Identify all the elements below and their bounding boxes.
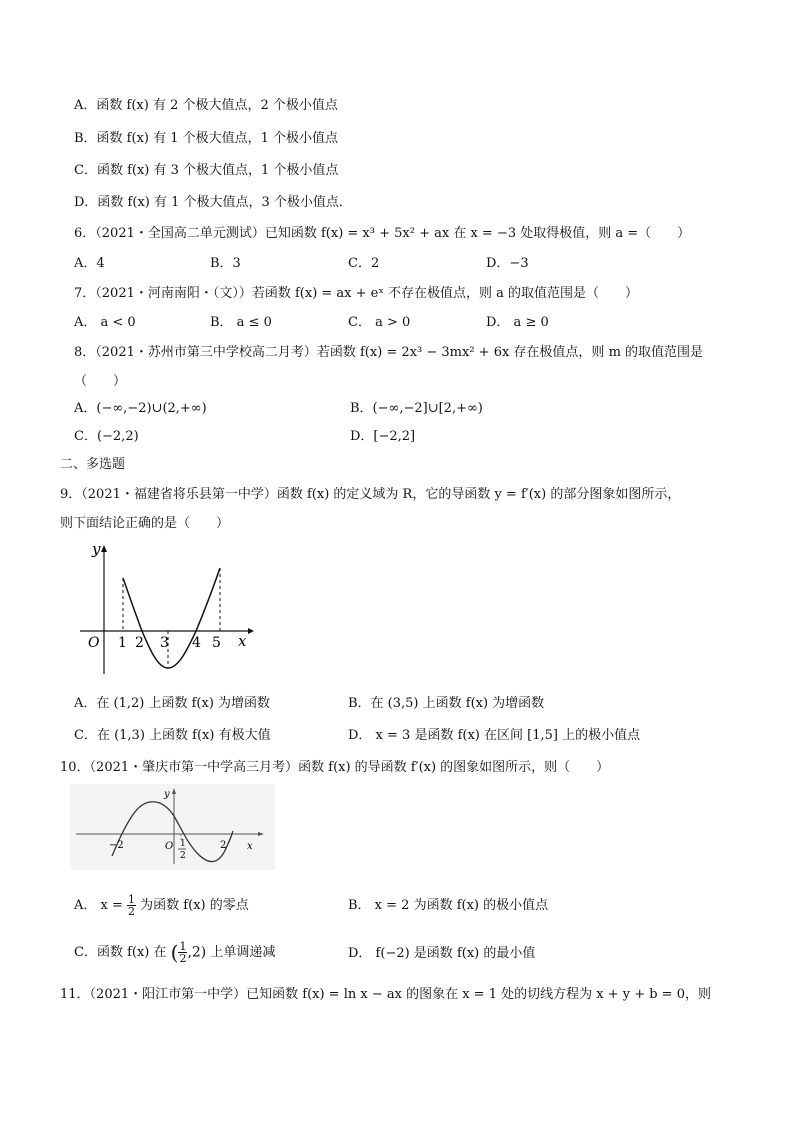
q10c-close: ,2): [187, 944, 207, 961]
q10c-open: (: [170, 940, 179, 965]
x-axis-label: x: [238, 632, 247, 650]
q10c-suffix: 上单调递减: [210, 945, 276, 960]
section-heading: 二、多选题: [60, 457, 126, 472]
q6-option-d: D．−3: [486, 256, 529, 271]
tick-2: 2: [135, 635, 144, 651]
q10-derivative-graph: [70, 784, 275, 870]
tick-3: 3: [160, 635, 169, 651]
q10-option-c: [74, 941, 275, 964]
x-axis-label: x: [247, 841, 253, 852]
q9-derivative-graph: [76, 540, 256, 680]
q11-stem: 11．（2021・阳江市第一中学）已知函数 f(x) = ln x − ax 的图象在 x = 1 处的切线方程为 x + y + b = 0，则: [60, 987, 711, 1002]
q9-option-d: D． x = 3 是函数 f(x) 在区间 [1,5] 上的极小值点: [348, 728, 641, 743]
origin-label: O: [165, 841, 174, 852]
q9-option-a: A．在 (1,2) 上函数 f(x) 为增函数: [74, 696, 271, 711]
q9-stem-1: 9．（2021・福建省将乐县第一中学）函数 f(x) 的定义域为 R，它的导函数 y = f′(x) 的部分图象如图所示，: [60, 487, 681, 502]
q10-stem: 10．（2021・肇庆市第一中学高三月考）函数 f(x) 的导函数 f′(x) 的图象如图所示，则（ ）: [60, 760, 610, 775]
q5-option-c: C．函数 f(x) 有 3 个极大值点，1 个极小值点: [74, 163, 339, 178]
half-den: 2: [180, 851, 186, 861]
q5-option-d: D．函数 f(x) 有 1 个极大值点，3 个极小值点．: [74, 195, 352, 210]
q7-option-a: A． a < 0: [74, 315, 136, 330]
q6-option-a: A．4: [74, 256, 105, 271]
q7-option-b: B． a ≤ 0: [210, 315, 272, 330]
q8-option-a: A．(−∞,−2)∪(2,+∞): [74, 401, 207, 416]
q6-option-b: B．3: [210, 256, 241, 271]
q8-option-d: D．[−2,2]: [350, 429, 416, 444]
q10-option-b: B． x = 2 为函数 f(x) 的极小值点: [348, 898, 549, 913]
origin-label: O: [88, 635, 100, 651]
half-num: 1: [180, 839, 186, 849]
q7-option-d: D． a ≥ 0: [486, 315, 549, 330]
q10c-prefix: C．函数 f(x) 在: [74, 945, 167, 960]
q10-option-a: [74, 894, 249, 917]
q10a-suffix: 为函数 f(x) 的零点: [140, 898, 249, 913]
q10a-den: 2: [128, 905, 136, 918]
q7-option-c: C． a > 0: [348, 315, 411, 330]
q9-stem-2: 则下面结论正确的是（ ）: [60, 516, 230, 531]
q10a-num: 1: [128, 893, 136, 906]
y-axis-label: y: [164, 789, 170, 800]
q6-stem: 6．（2021・全国高二单元测试）已知函数 f(x) = x³ + 5x² + ax 在 x = −3 处取得极值，则 a =（ ）: [74, 226, 691, 241]
q10a-prefix: A． x =: [74, 898, 123, 913]
q10c-num: 1: [179, 940, 187, 953]
q7-stem: 7．（2021・河南南阳・（文））若函数 f(x) = ax + eˣ 不存在极值点，则 a 的取值范围是（ ）: [74, 286, 639, 301]
q10a-fraction: [127, 894, 136, 917]
q8-stem: 8．（2021・苏州市第三中学校高二月考）若函数 f(x) = 2x³ − 3mx² + 6x 存在极值点，则 m 的取值范围是: [74, 345, 704, 360]
derivative-curve: [123, 568, 220, 668]
q10c-den: 2: [179, 952, 187, 965]
tick-5: 5: [212, 635, 221, 651]
q8-option-b: B．(−∞,−2]∪[2,+∞): [350, 401, 483, 416]
q8-option-c: C．(−2,2): [74, 429, 139, 444]
q5-option-b: B．函数 f(x) 有 1 个极大值点，1 个极小值点: [74, 131, 339, 146]
q10-option-d: D． f(−2) 是函数 f(x) 的最小值: [348, 946, 536, 961]
y-axis-label: y: [92, 540, 101, 558]
tick-4: 4: [192, 635, 201, 651]
q5-option-a: A．函数 f(x) 有 2 个极大值点，2 个极小值点: [74, 98, 338, 113]
q6-option-c: C．2: [348, 256, 380, 271]
tick-neg-2: −2: [109, 840, 124, 851]
tick-1: 1: [118, 635, 127, 651]
q9-option-b: B．在 (3,5) 上函数 f(x) 为增函数: [348, 696, 545, 711]
q8-paren: （ ）: [74, 374, 127, 389]
tick-2: 2: [220, 840, 227, 851]
q9-option-c: C．在 (1,3) 上函数 f(x) 有极大值: [74, 728, 271, 743]
